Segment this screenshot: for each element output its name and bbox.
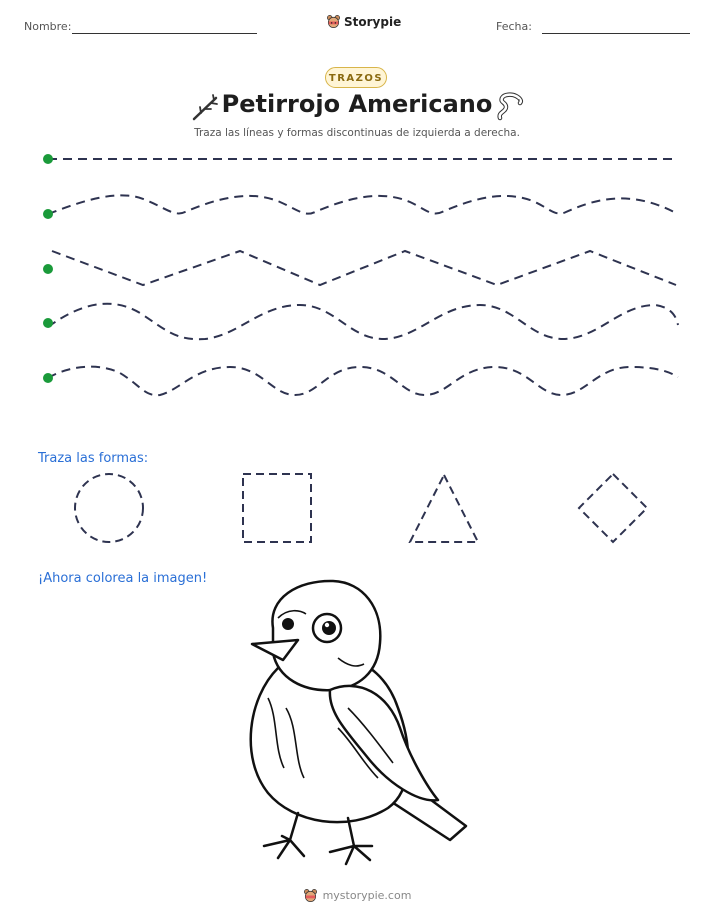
- coloring-heading: ¡Ahora colorea la imagen!: [38, 571, 208, 586]
- start-dot: [43, 264, 53, 274]
- name-field-line[interactable]: [72, 33, 257, 34]
- dashed-square: [243, 474, 311, 542]
- instructions: Traza las líneas y formas discontinuas de izquierda a derecha.: [194, 127, 520, 139]
- dashed-diamond: [579, 474, 647, 542]
- brand-name: Storypie: [344, 14, 402, 29]
- start-dot: [43, 209, 53, 219]
- smooth-wave: [48, 195, 676, 214]
- storypie-logo: [326, 14, 401, 29]
- start-dot: [43, 373, 53, 383]
- dashed-circle: [75, 474, 143, 542]
- large-wave: [48, 304, 678, 340]
- page-title: Petirrojo Americano: [221, 90, 493, 118]
- bumpy-wave: [48, 367, 678, 396]
- shapes-heading: Traza las formas:: [38, 451, 149, 466]
- footer: [0, 888, 714, 903]
- storypie-bear-icon: [303, 888, 318, 903]
- dashed-triangle: [410, 475, 478, 542]
- date-label: Fecha:: [496, 20, 532, 33]
- storypie-bear-icon: [326, 14, 341, 29]
- start-dot: [43, 318, 53, 328]
- footer-url[interactable]: mystorypie.com: [322, 889, 412, 902]
- date-field-line[interactable]: [542, 33, 690, 34]
- start-dot: [43, 154, 53, 164]
- worm-icon: [496, 92, 524, 122]
- robin-illustration: [238, 578, 478, 868]
- zigzag-line: [52, 251, 676, 285]
- category-badge: TRAZOS: [325, 67, 387, 88]
- tracing-shapes: [0, 470, 714, 550]
- name-label: Nombre:: [24, 20, 72, 33]
- tracing-lines: [0, 145, 714, 405]
